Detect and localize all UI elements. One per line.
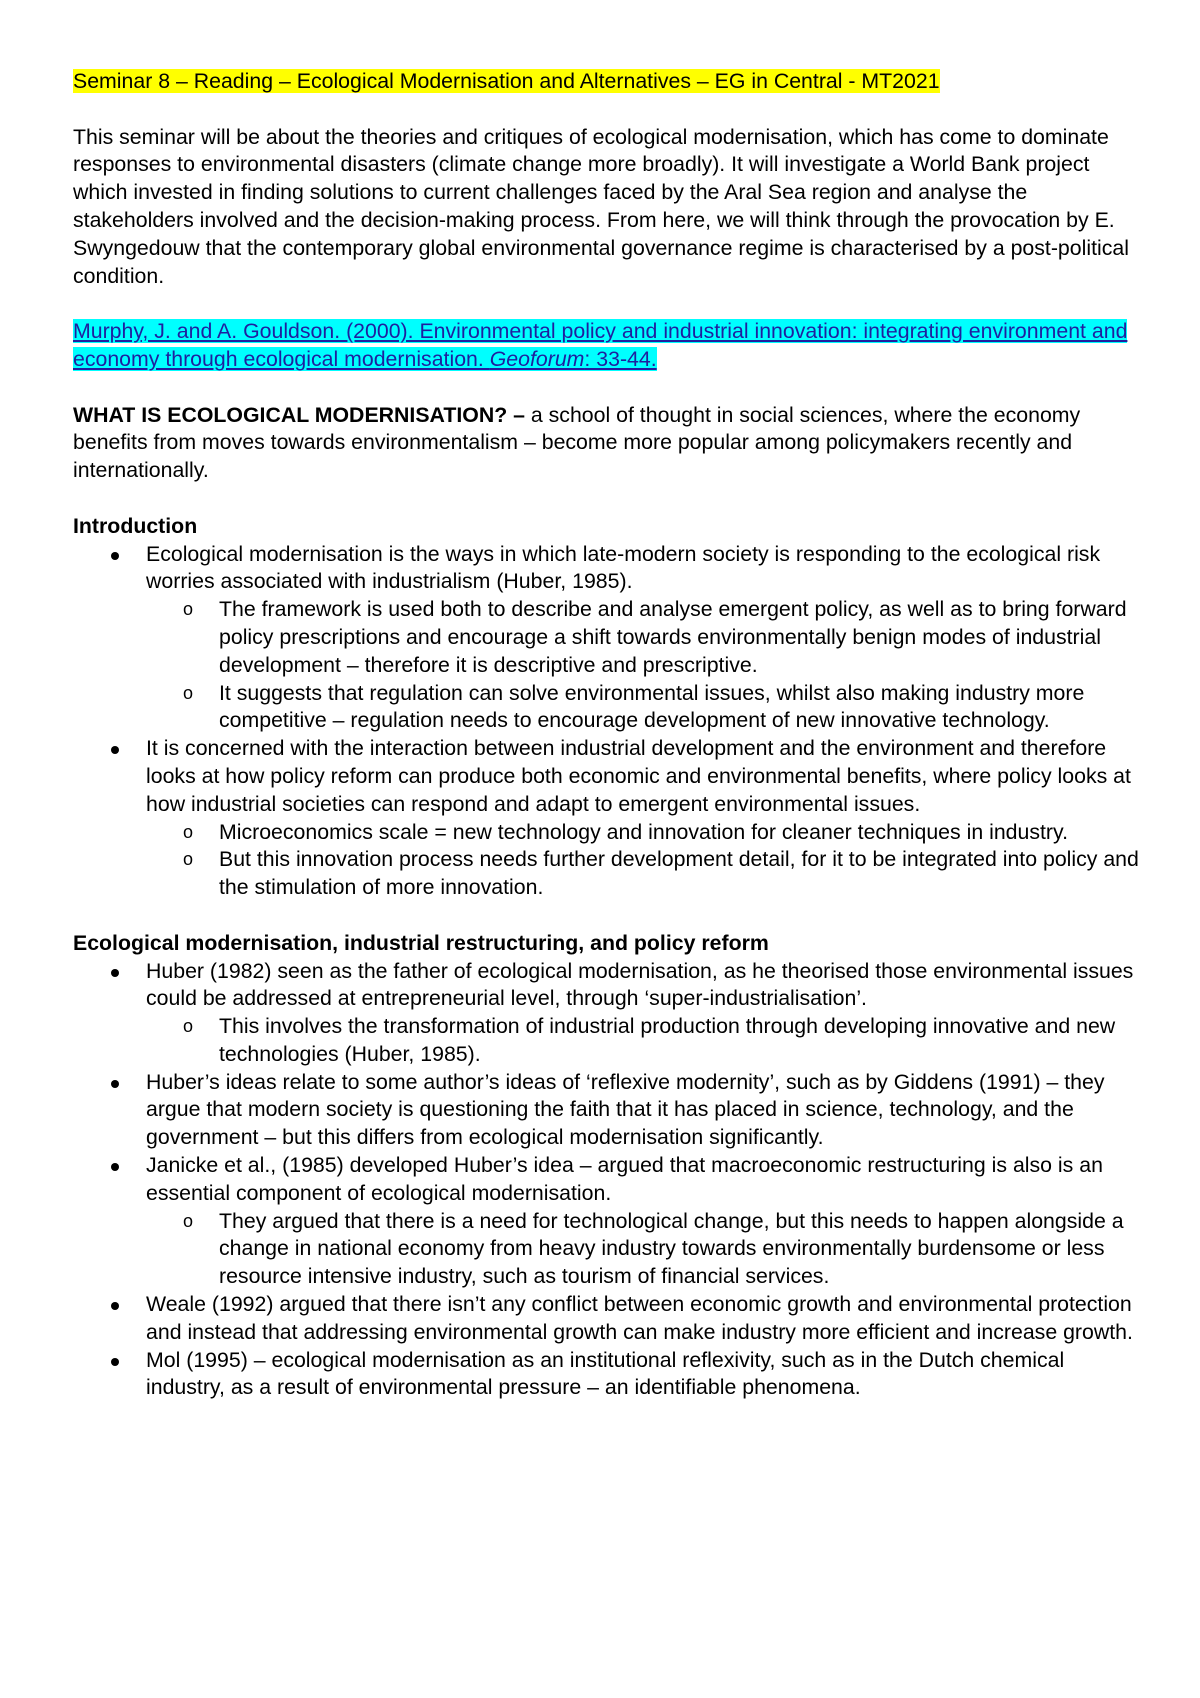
- citation-paragraph: [73, 318, 1143, 374]
- intro-paragraph: This seminar will be about the theories and critiques of ecological modernisation, which has come to dominate responses to environmental disasters (climate change more broadly). It will investigate a World Bank project which invested in finding solutions to current challenges faced by the Aral Sea region and analyse the stakeholders involved and the decision-making process. From here, we will think through the provocation by E. Swyngedouw that the contemporary global environmental governance regime is characterised by a post-political condition.: [73, 124, 1129, 288]
- bullet-icon: [111, 1163, 119, 1171]
- bullet-item: [73, 735, 1143, 902]
- spacer: [73, 374, 1143, 402]
- bullet-text: Huber (1982) seen as the father of ecological modernisation, as he theorised those environmental issues could be addressed at entrepreneurial level, through ‘super-industrialisation’.: [146, 958, 1134, 1011]
- section-heading: Ecological modernisation, industrial restructuring, and policy reform: [73, 930, 769, 955]
- hollow-bullet-icon: o: [183, 821, 194, 842]
- bullet-item: [73, 1291, 1143, 1347]
- document-title: Seminar 8 – Reading – Ecological Modernisation and Alternatives – EG in Central - MT2021: [73, 69, 940, 93]
- bullet-icon: [111, 969, 119, 977]
- bullet-text: Huber’s ideas relate to some author’s ideas of ‘reflexive modernity’, such as by Giddens (1991) – they argue that modern society is questioning the faith that it has placed in science, technology, and the government – but this differs from ecological modernisation significantly.: [146, 1069, 1105, 1150]
- bullet-text: Ecological modernisation is the ways in which late-modern society is responding to the ecological risk worries associated with industrialism (Huber, 1985).: [146, 541, 1101, 594]
- sub-bullet-list: [146, 1013, 1143, 1069]
- bullet-text: It is concerned with the interaction between industrial development and the environment and therefore looks at how policy reform can produce both economic and environmental benefits, where policy looks at how industrial societies can respond and adapt to emergent environmental issues.: [146, 736, 1131, 816]
- sub-bullet-text: Microeconomics scale = new technology and innovation for cleaner techniques in industry.: [219, 819, 1068, 844]
- spacer: [73, 290, 1143, 318]
- citation-pages: : 33-44.: [584, 346, 657, 371]
- sub-bullet-item: [73, 846, 1143, 902]
- sub-bullet-text: This involves the transformation of industrial production through developing innovative and new technologies (Huber, 1985).: [219, 1014, 1116, 1066]
- bullet-icon: [111, 746, 119, 754]
- hollow-bullet-icon: o: [183, 599, 194, 620]
- sub-bullet-list: [146, 596, 1143, 735]
- spacer: [73, 902, 1143, 930]
- sub-bullet-item: [73, 819, 1143, 847]
- sub-bullet-text: But this innovation process needs further development detail, for it to be integrated into policy and the stimulation of more innovation.: [219, 847, 1139, 900]
- bullet-text: Mol (1995) – ecological modernisation as an institutional reflexivity, such as in the Dutch chemical industry, as a result of environmental pressure – an identifiable phenomena.: [146, 1347, 1065, 1400]
- sections-container: [73, 513, 1143, 1403]
- bullet-item: [73, 958, 1143, 1069]
- section-heading: Introduction: [73, 513, 198, 538]
- bullet-text: Weale (1992) argued that there isn’t any conflict between economic growth and environmental protection and instead that addressing environmental growth can make industry more efficient and increase growth.: [146, 1292, 1133, 1344]
- bullet-icon: [111, 1080, 119, 1088]
- sub-bullet-item: [73, 680, 1143, 736]
- definition-paragraph: [73, 402, 1143, 485]
- bullet-icon: [111, 552, 119, 560]
- bullet-item: [73, 1069, 1143, 1152]
- document-title-line: [73, 68, 1143, 96]
- bullet-item: [73, 1347, 1143, 1403]
- bullet-list: [73, 541, 1143, 902]
- sub-bullet-list: [146, 819, 1143, 902]
- hollow-bullet-icon: o: [183, 1210, 194, 1231]
- sub-bullet-item: [73, 596, 1143, 679]
- sub-bullet-item: [73, 1208, 1143, 1291]
- sub-bullet-text: They argued that there is a need for technological change, but this needs to happen alongside a change in national economy from heavy industry towards environmentally burdensome or less resource intensive industry, such as tourism of financial services.: [219, 1208, 1124, 1289]
- hollow-bullet-icon: o: [183, 1016, 194, 1037]
- document-page: [73, 68, 1143, 1402]
- bullet-list: [73, 958, 1143, 1403]
- sub-bullet-list: [146, 1208, 1143, 1291]
- definition-text: a school of thought in social sciences, where the economy benefits from moves towards environmentalism – become more popular among policymakers recently and internationally.: [73, 402, 1081, 483]
- bullet-icon: [111, 1302, 119, 1310]
- bullet-item: [73, 1152, 1143, 1291]
- bullet-text: Janicke et al., (1985) developed Huber’s idea – argued that macroeconomic restructuring is also is an essential component of ecological modernisation.: [146, 1153, 1103, 1205]
- sub-bullet-text: It suggests that regulation can solve environmental issues, whilst also making industry more competitive – regulation needs to encourage development of new innovative technology.: [219, 680, 1085, 733]
- spacer: [73, 96, 1143, 124]
- citation-journal: Geoforum: [489, 346, 585, 371]
- hollow-bullet-icon: o: [183, 682, 194, 703]
- bullet-icon: [111, 1358, 119, 1366]
- definition-heading: WHAT IS ECOLOGICAL MODERNISATION? –: [73, 402, 525, 427]
- spacer: [73, 485, 1143, 513]
- sub-bullet-text: The framework is used both to describe and analyse emergent policy, as well as to bring forward policy prescriptions and encourage a shift towards environmentally benign modes of industrial development – therefore it is descriptive and prescriptive.: [219, 597, 1127, 677]
- bullet-item: [73, 541, 1143, 736]
- sub-bullet-item: [73, 1013, 1143, 1069]
- citation-link[interactable]: [73, 319, 1127, 371]
- hollow-bullet-icon: o: [183, 849, 194, 870]
- citation-text: Murphy, J. and A. Gouldson. (2000). Environmental policy and industrial innovation: integrating environment and economy through ecological modernisation.: [73, 319, 1128, 371]
